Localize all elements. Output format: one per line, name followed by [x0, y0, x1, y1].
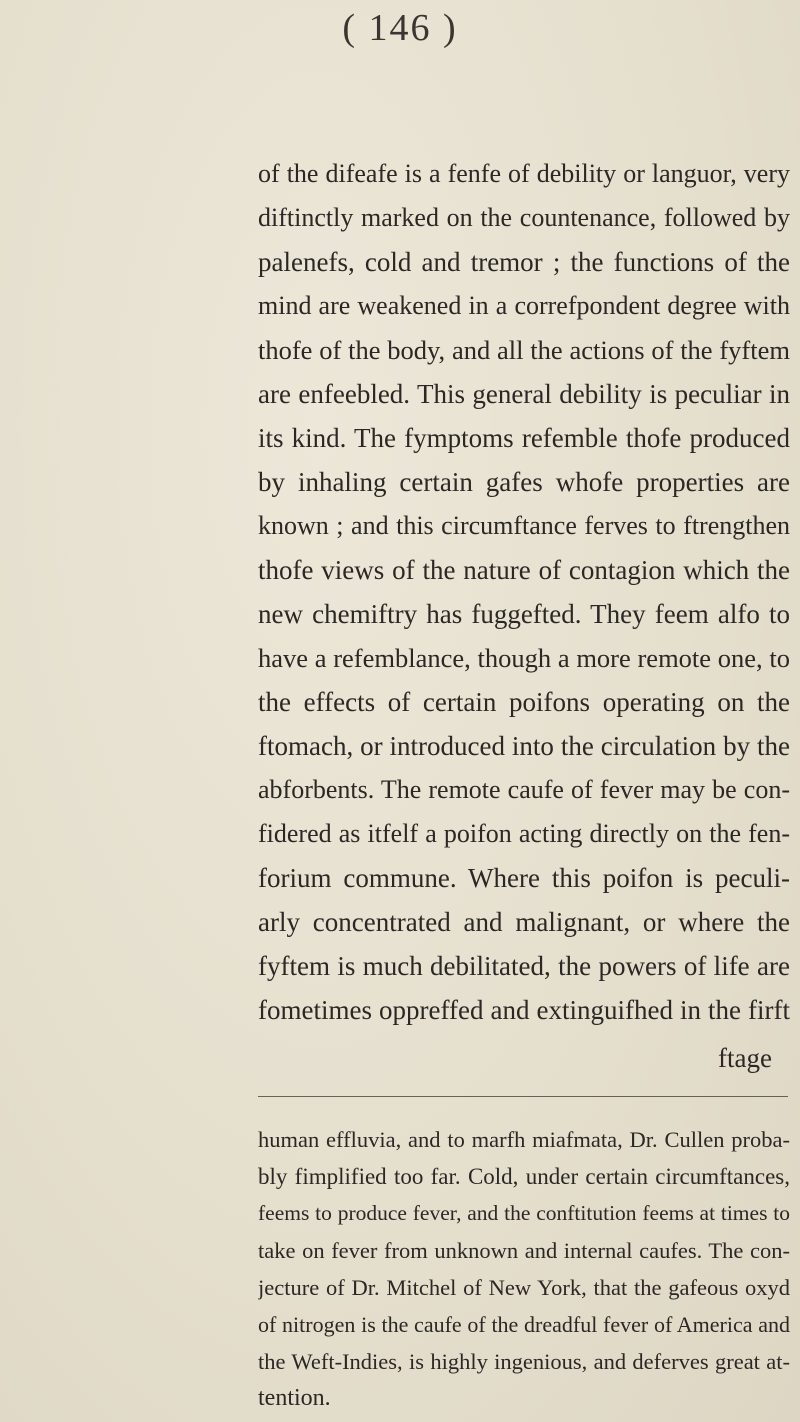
footnote-divider: [258, 1096, 788, 1097]
footnote-line: tention.: [258, 1385, 331, 1411]
page-number: ( 146 ): [342, 7, 458, 49]
text-line: its kind. The fymptoms refemble thofe produced: [258, 423, 790, 453]
footnote-line: of nitrogen is the caufe of the dreadful fever of America and: [258, 1312, 790, 1337]
catchword: ftage: [718, 1043, 772, 1073]
text-line: mind are weakened in a correfpondent degree with: [258, 291, 790, 320]
text-line: ftomach, or introduced into the circulation by the: [258, 731, 790, 761]
footnote-line: human effluvia, and to marfh miafmata, Dr. Cullen proba-: [258, 1127, 790, 1152]
text-line: thofe views of the nature of contagion which the: [258, 555, 790, 585]
text-line: have a refemblance, though a more remote one, to: [258, 643, 790, 673]
footnote-line: take on fever from unknown and internal caufes. The con-: [258, 1238, 790, 1263]
footnote-line: bly fimplified too far. Cold, under certain circumftances,: [258, 1164, 790, 1189]
footnote-line: feems to produce fever, and the conftitution feems at times to: [258, 1201, 790, 1225]
text-line: fidered as itfelf a poifon acting directly on the fen-: [258, 819, 790, 848]
text-line: of the difeafe is a fenfe of debility or languor, very: [258, 159, 790, 188]
text-line: arly concentrated and malignant, or where the: [258, 907, 790, 937]
footnote-line: jecture of Dr. Mitchel of New York, that the gafeous oxyd: [258, 1275, 790, 1300]
text-line: are enfeebled. This general debility is peculiar in: [258, 379, 790, 409]
text-line: palenefs, cold and tremor ; the functions of the: [258, 247, 790, 277]
text-line: fyftem is much debilitated, the powers of life are: [258, 951, 790, 981]
text-line: the effects of certain poifons operating on the: [258, 687, 790, 717]
text-line: forium commune. Where this poifon is peculi-: [258, 863, 790, 893]
text-line: thofe of the body, and all the actions of the fyftem: [258, 335, 790, 365]
text-line: known ; and this circumftance ferves to ftrengthen: [258, 511, 790, 540]
text-line: diftinctly marked on the countenance, followed by: [258, 203, 790, 232]
text-line: new chemiftry has fuggefted. They feem alfo to: [258, 599, 790, 629]
text-line: by inhaling certain gafes whofe properties are: [258, 467, 790, 497]
text-line: fometimes oppreffed and extinguifhed in the firft: [258, 995, 790, 1025]
text-line: abforbents. The remote caufe of fever may be con-: [258, 775, 790, 804]
footnote-line: the Weft-Indies, is highly ingenious, and deferves great at-: [258, 1349, 790, 1374]
